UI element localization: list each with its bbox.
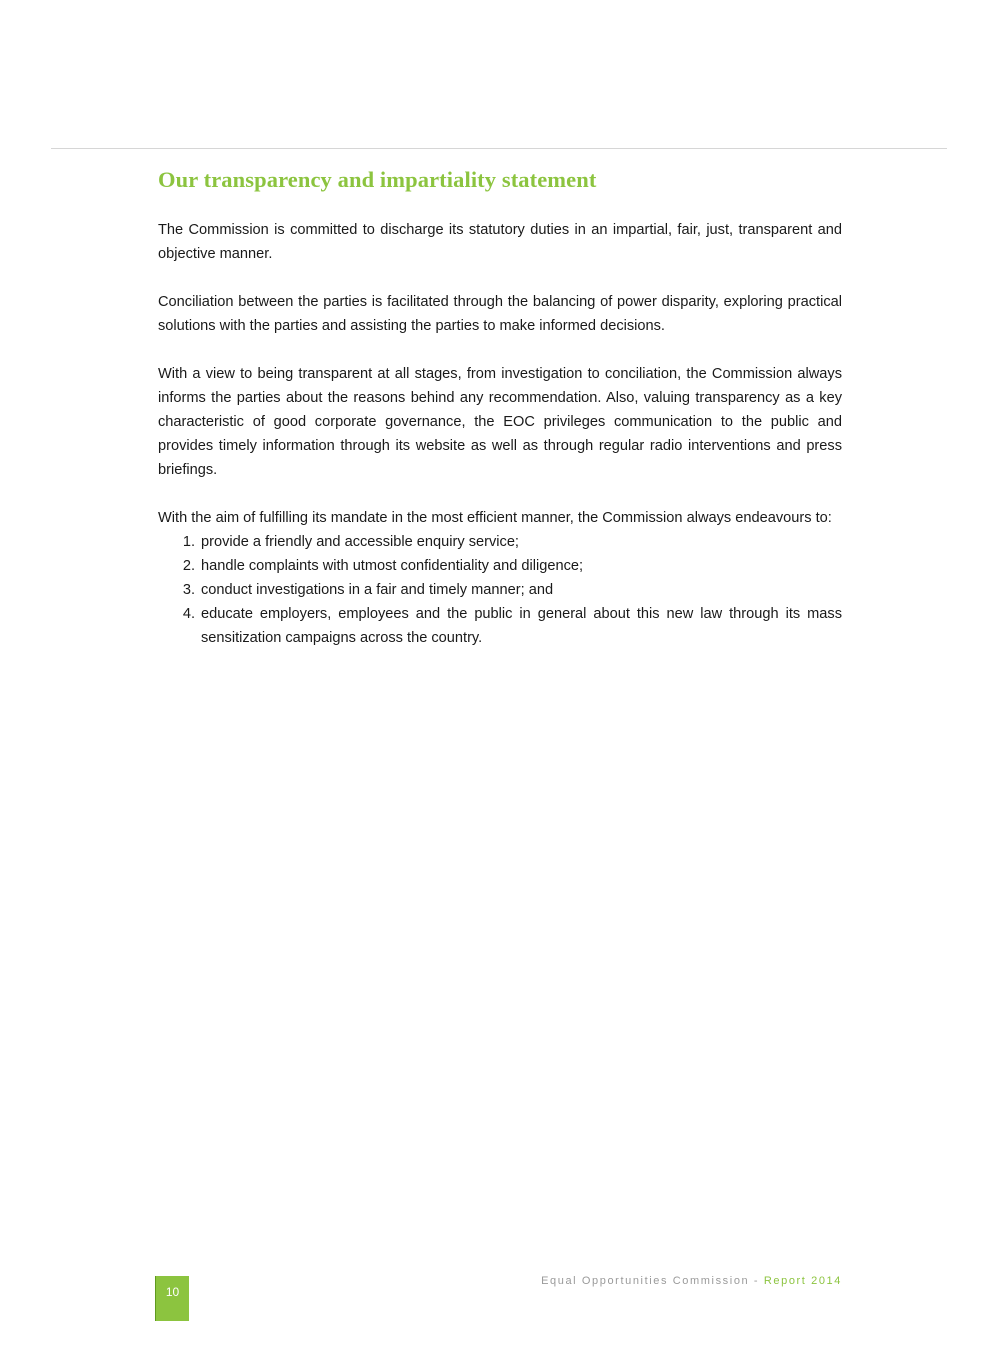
page-number: 10 xyxy=(165,1285,180,1299)
paragraph-transparency: With a view to being transparent at all stages, from investigation to conciliation, the Commission always informs the parties about the reasons behind any recommendation. Also, valuing transparency as a key characteristic of good corporate governance, the EOC privileges communication to the public and provides timely information through its website as well as through regular radio interventions and press briefings. xyxy=(158,366,842,478)
list-item xyxy=(158,530,842,554)
list-item-text: handle complaints with utmost confidentiality and diligence; xyxy=(201,558,584,574)
section-heading: Our transparency and impartiality statement xyxy=(158,167,597,192)
footer-separator: - xyxy=(749,1275,764,1287)
list-item-text: educate employers, employees and the public in general about this new law through its mass sensitization campaigns across the country. xyxy=(201,606,842,646)
endeavours-list xyxy=(158,530,842,650)
list-item xyxy=(158,602,842,650)
footer-report-year: Report 2014 xyxy=(763,1275,842,1287)
list-item-number: 2. xyxy=(182,558,195,574)
paragraph-impartiality: The Commission is committed to discharge its statutory duties in an impartial, fair, just, transparent and objective manner. xyxy=(158,222,842,262)
footer-org-name: Equal Opportunities Commission xyxy=(541,1275,750,1287)
header-divider xyxy=(51,148,947,149)
list-item-text: provide a friendly and accessible enquiry service; xyxy=(201,534,519,550)
list-item-number: 1. xyxy=(182,534,195,550)
paragraph-conciliation: Conciliation between the parties is facilitated through the balancing of power disparity, exploring practical solutions with the parties and assisting the parties to make informed decisions. xyxy=(158,294,842,334)
list-item-text: conduct investigations in a fair and timely manner; and xyxy=(201,582,554,598)
list-item-number: 4. xyxy=(182,606,195,622)
list-item-number: 3. xyxy=(182,582,195,598)
page-number-tab xyxy=(155,1276,189,1321)
page-content xyxy=(158,164,842,650)
footer-report-title xyxy=(541,1275,842,1287)
list-item xyxy=(158,578,842,602)
list-item xyxy=(158,554,842,578)
paragraph-mandate-intro: With the aim of fulfilling its mandate in the most efficient manner, the Commission always endeavours to: xyxy=(158,510,832,526)
